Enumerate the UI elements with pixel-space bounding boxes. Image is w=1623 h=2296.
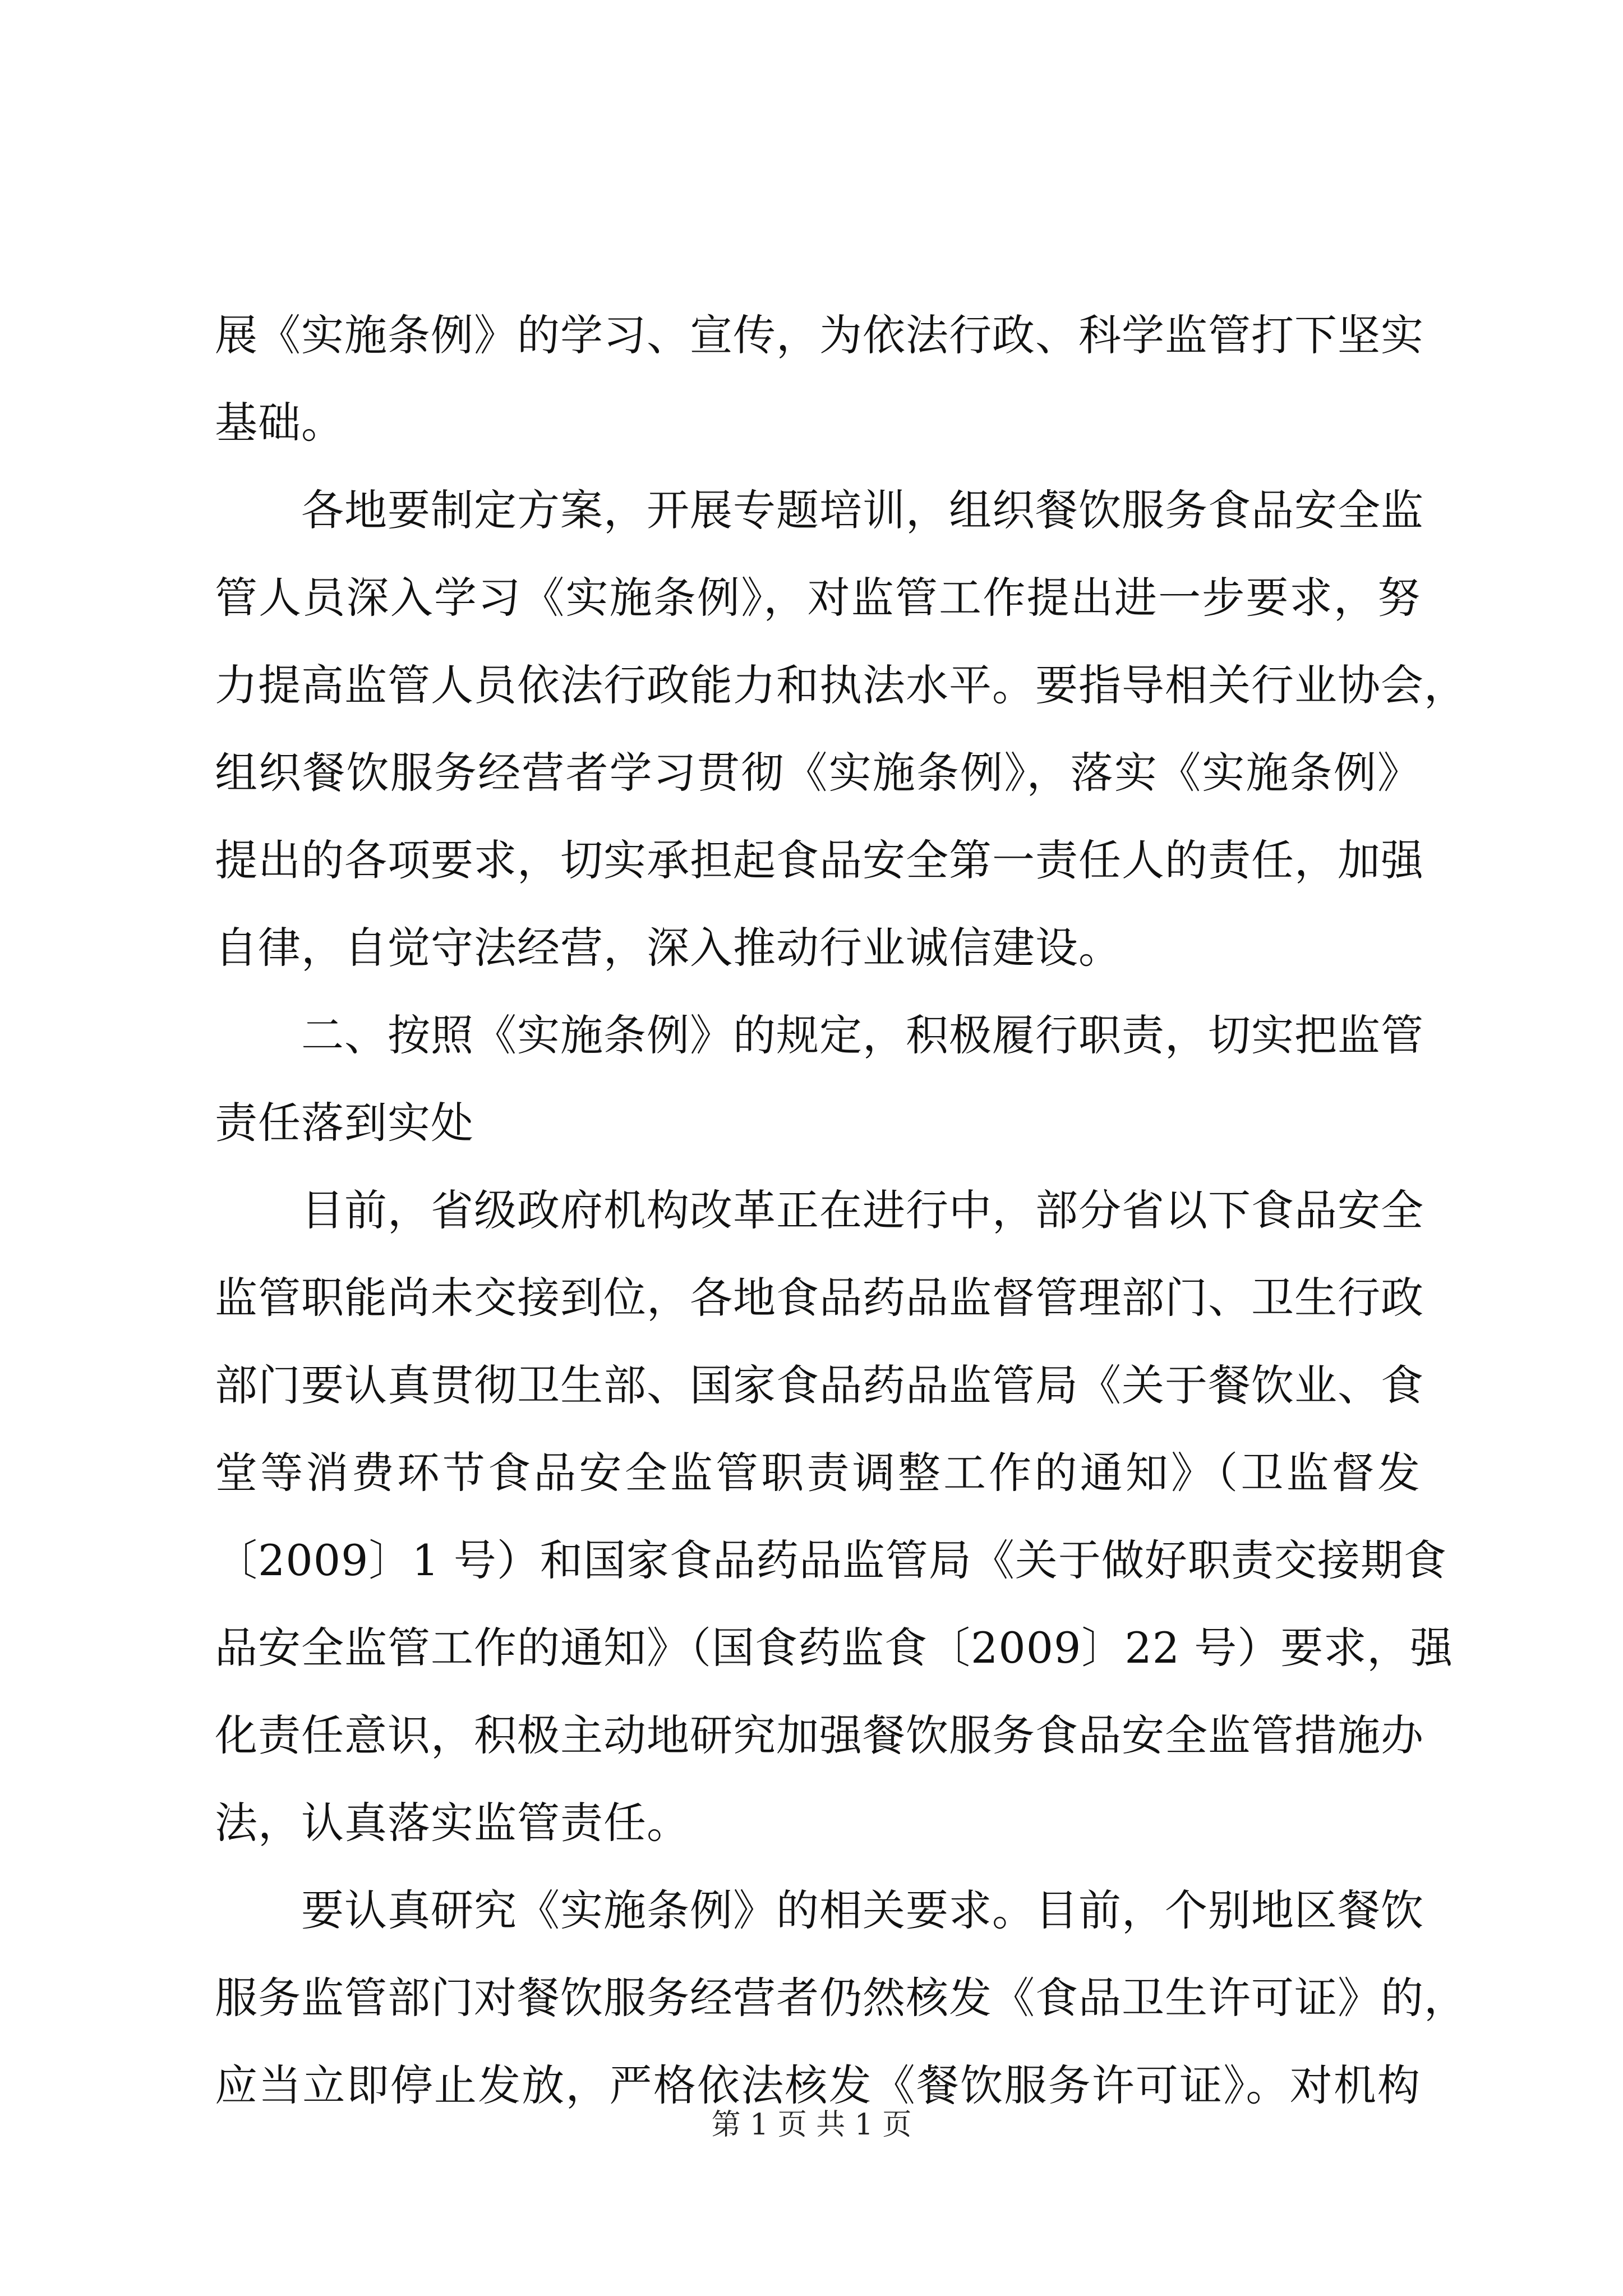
page-footer: 第 1 页 共 1 页 (711, 2108, 912, 2142)
text-line: 展《实施条例》的学习、宣传，为依法行政、科学监管打下坚实 (215, 310, 1424, 360)
text-line: 服务监管部门对餐饮服务经营者仍然核发《食品卫生许可证》的， (215, 1973, 1467, 2023)
text-line: 化责任意识，积极主动地研究加强餐饮服务食品安全监管措施办 (215, 1710, 1424, 1760)
text-line: 法，认真落实监管责任。 (215, 1798, 690, 1848)
paragraph-first-line: 要认真研究《实施条例》的相关要求。目前，个别地区餐饮 (301, 1885, 1424, 1935)
text-line: 〔2009〕1 号）和国家食品药品监管局《关于做好职责交接期食 (215, 1535, 1447, 1585)
text-line: 自律，自觉守法经营，深入推动行业诚信建设。 (215, 923, 1122, 973)
text-line: 部门要认真贯彻卫生部、国家食品药品监管局《关于餐饮业、食 (215, 1360, 1424, 1410)
text-line: 管人员深入学习《实施条例》，对监管工作提出进一步要求，努 (215, 573, 1421, 623)
text-line: 力提高监管人员依法行政能力和执法水平。要指导相关行业协会， (215, 660, 1467, 710)
body-text (215, 292, 1467, 2129)
text-line: 组织餐饮服务经营者学习贯彻《实施条例》，落实《实施条例》 (215, 748, 1421, 798)
text-line: 提出的各项要求，切实承担起食品安全第一责任人的责任，加强 (215, 835, 1424, 885)
section-heading-line: 责任落到实处 (215, 1098, 474, 1148)
text-line: 品安全监管工作的通知》（国食药监食〔2009〕22 号）要求，强 (215, 1623, 1454, 1673)
text-line: 监管职能尚未交接到位，各地食品药品监督管理部门、卫生行政 (215, 1273, 1424, 1323)
text-line: 基础。 (215, 398, 344, 448)
paragraph-first-line: 各地要制定方案，开展专题培训，组织餐饮服务食品安全监 (301, 485, 1424, 535)
text-line: 堂等消费环节食品安全监管职责调整工作的通知》（卫监督发 (215, 1448, 1421, 1498)
paragraph-first-line: 目前，省级政府机构改革正在进行中，部分省以下食品安全 (301, 1185, 1424, 1235)
section-heading-line: 二、按照《实施条例》的规定，积极履行职责，切实把监管 (301, 1010, 1424, 1060)
text-line: 应当立即停止发放，严格依法核发《餐饮服务许可证》。对机构 (215, 2060, 1421, 2110)
